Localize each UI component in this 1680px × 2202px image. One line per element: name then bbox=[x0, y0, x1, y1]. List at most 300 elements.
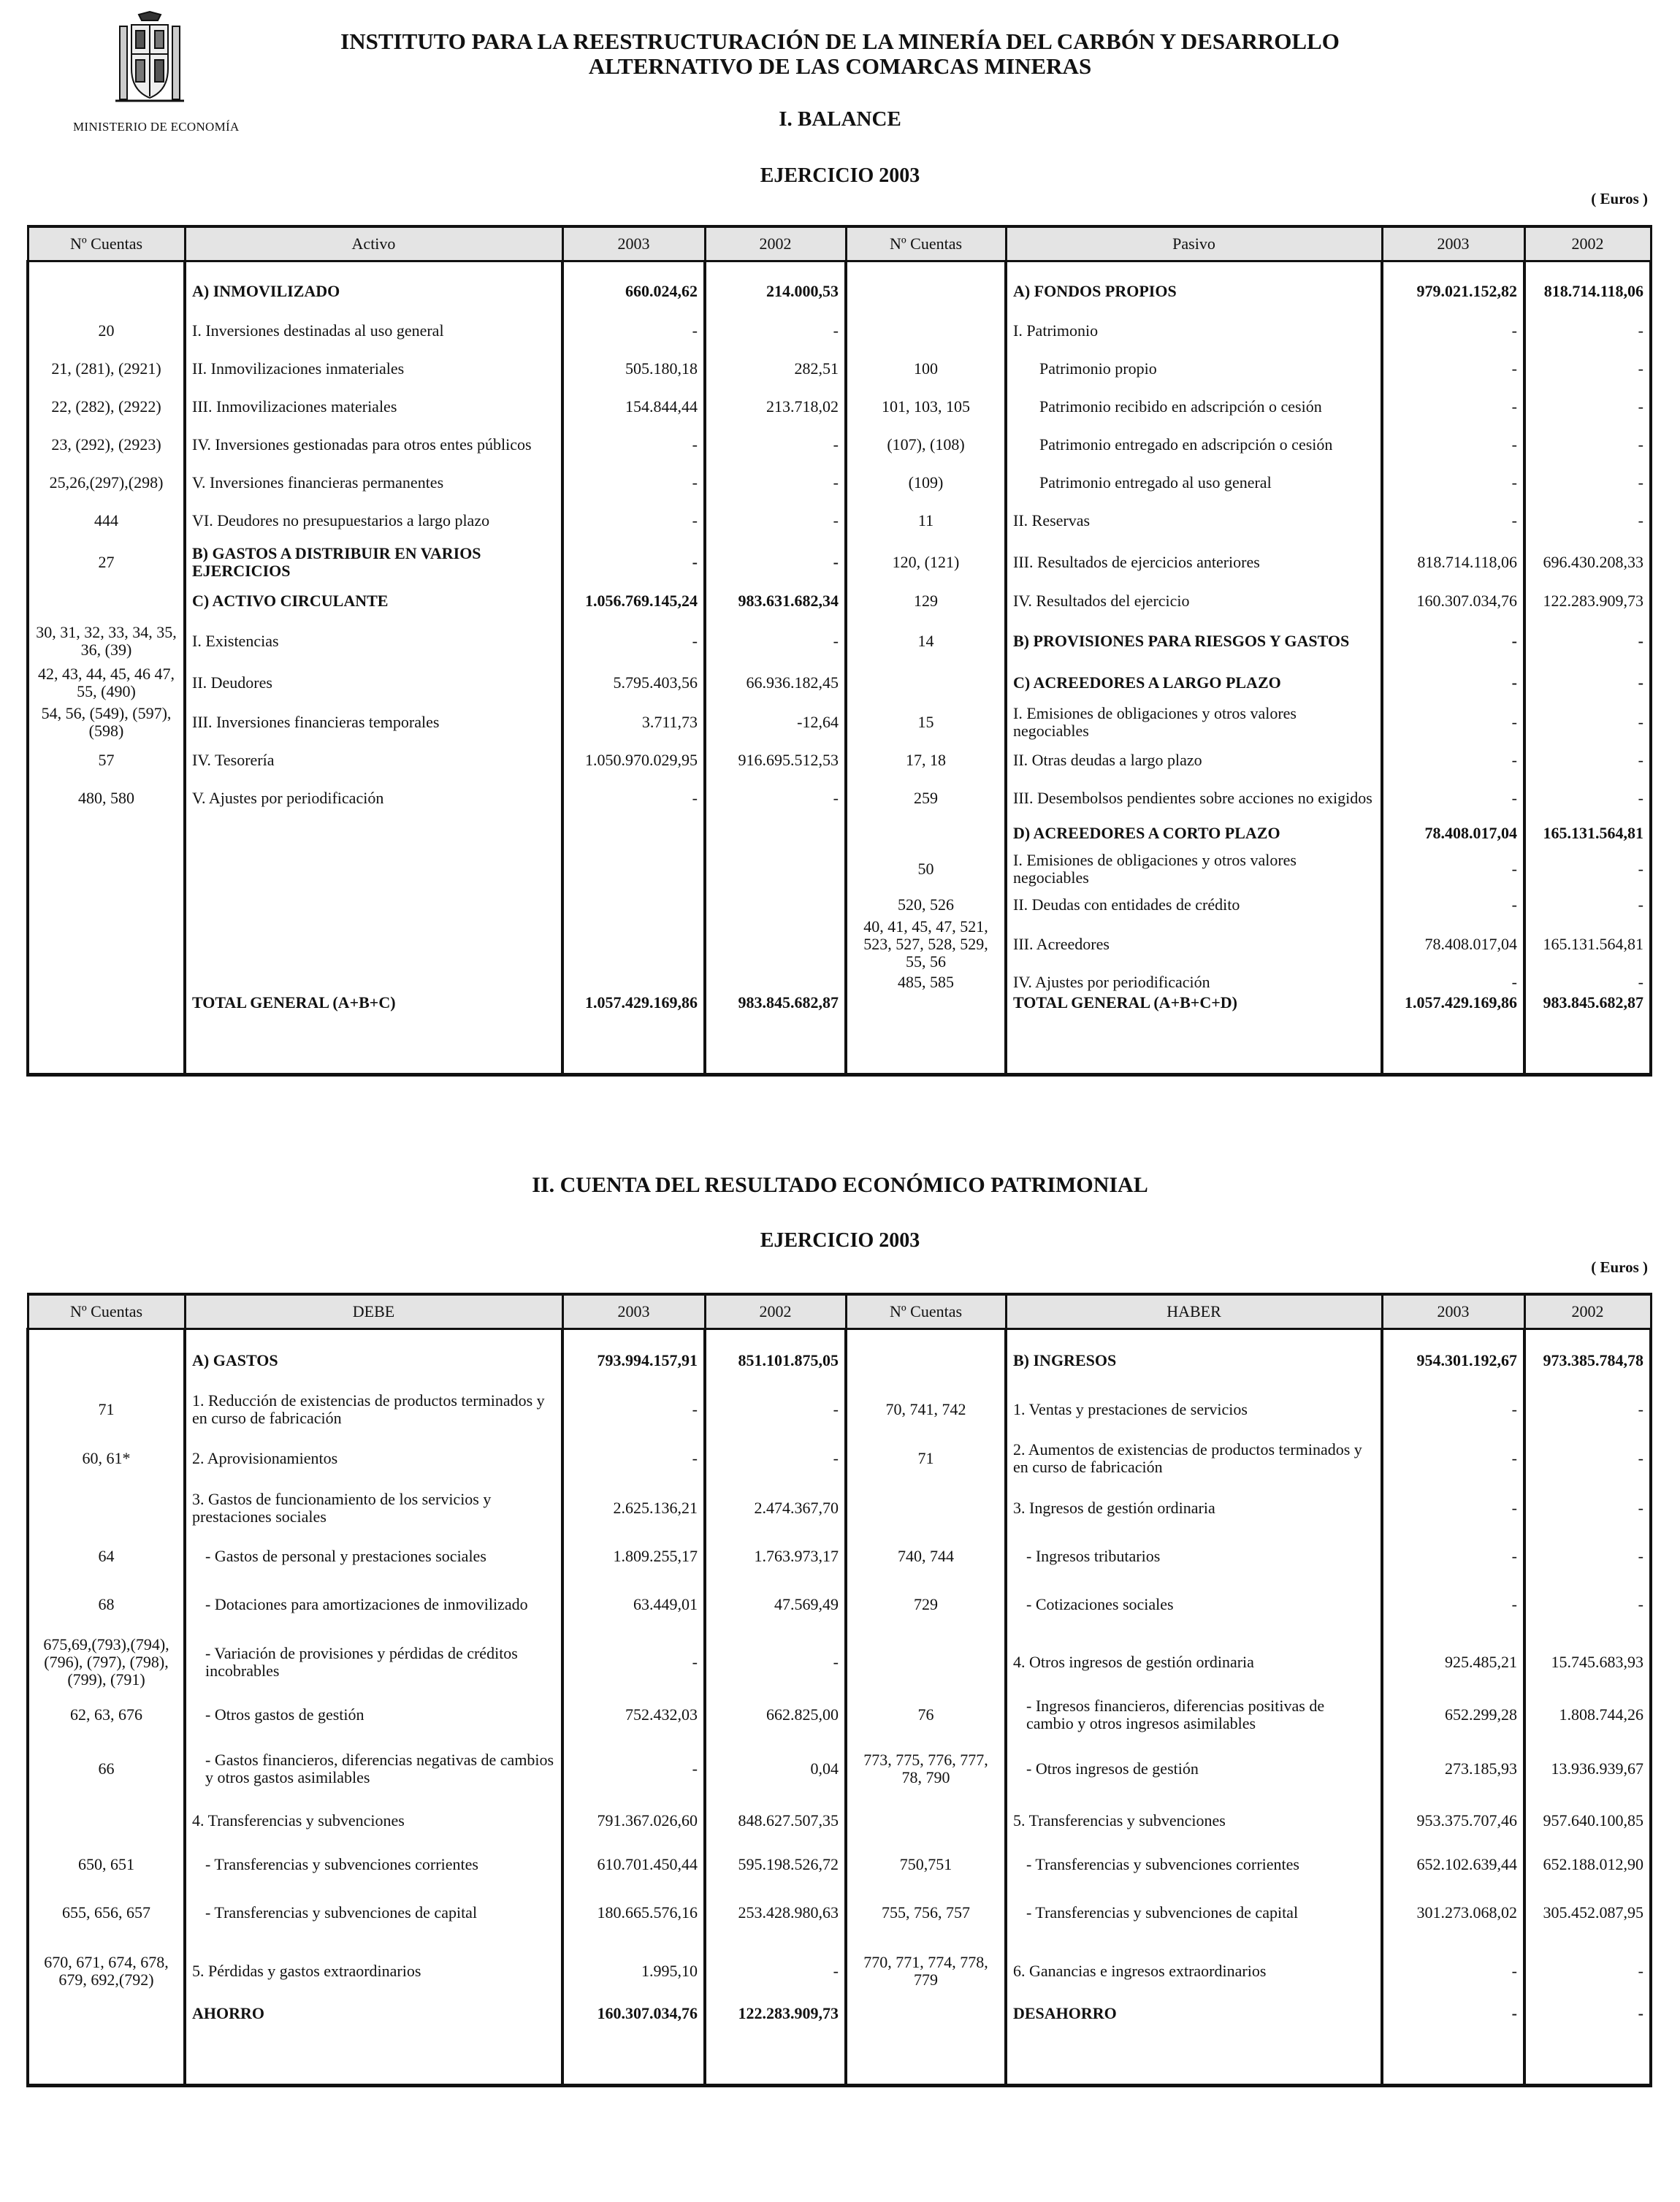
concept-cell: V. Inversiones financieras permanentes bbox=[185, 464, 562, 502]
account-code-cell bbox=[28, 271, 185, 312]
concept-cell: VI. Deudores no presupuestarios a largo plazo bbox=[185, 502, 562, 540]
account-code-cell: 20 bbox=[28, 312, 185, 350]
value-2003-cell: - bbox=[1382, 617, 1524, 665]
value-2003-cell: - bbox=[1382, 464, 1524, 502]
value-2003-cell: - bbox=[1382, 426, 1524, 464]
resultado-row bbox=[28, 1888, 1651, 1938]
spacer-cell bbox=[1006, 261, 1382, 272]
value-2002-cell: - bbox=[1524, 502, 1651, 540]
value-2003-cell: 154.844,44 bbox=[562, 388, 705, 426]
concept-cell: IV. Ajustes por periodificación bbox=[1006, 971, 1382, 994]
spacer-cell bbox=[705, 261, 846, 272]
value-2002-cell: - bbox=[1524, 312, 1651, 350]
value-2002-cell bbox=[705, 918, 846, 971]
value-2003-cell: - bbox=[1382, 1938, 1524, 2005]
value-2002-cell: - bbox=[705, 1383, 846, 1437]
concept-cell: DESAHORRO bbox=[1006, 2005, 1382, 2085]
value-2002-cell: - bbox=[1524, 350, 1651, 388]
account-code-cell: 42, 43, 44, 45, 46 47, 55, (490) bbox=[28, 665, 185, 700]
value-2003-cell: 273.185,93 bbox=[1382, 1737, 1524, 1800]
balance-row bbox=[28, 820, 1651, 846]
value-2002-cell: - bbox=[1524, 776, 1651, 820]
balance-row bbox=[28, 665, 1651, 700]
value-2002-cell: - bbox=[1524, 700, 1651, 744]
resultado-row bbox=[28, 1737, 1651, 1800]
column-header: 2002 bbox=[1524, 226, 1651, 261]
concept-cell: II. Otras deudas a largo plazo bbox=[1006, 744, 1382, 776]
concept-cell: III. Inversiones financieras temporales bbox=[185, 700, 562, 744]
concept-cell: IV. Tesorería bbox=[185, 744, 562, 776]
concept-cell: A) GASTOS bbox=[185, 1339, 562, 1383]
resultado-row bbox=[28, 1383, 1651, 1437]
concept-cell bbox=[185, 820, 562, 846]
balance-header-row bbox=[28, 226, 1651, 261]
value-2003-cell bbox=[562, 918, 705, 971]
concept-cell: IV. Resultados del ejercicio bbox=[1006, 585, 1382, 617]
account-code-cell: 444 bbox=[28, 502, 185, 540]
value-2003-cell: 1.809.255,17 bbox=[562, 1536, 705, 1577]
concept-cell: IV. Inversiones gestionadas para otros entes públicos bbox=[185, 426, 562, 464]
value-2002-cell: 662.825,00 bbox=[705, 1692, 846, 1737]
balance-row bbox=[28, 312, 1651, 350]
value-2003-cell: 925.485,21 bbox=[1382, 1632, 1524, 1692]
value-2003-cell: 953.375.707,46 bbox=[1382, 1800, 1524, 1841]
concept-cell: - Gastos de personal y prestaciones sociales bbox=[185, 1536, 562, 1577]
value-2003-cell: - bbox=[1382, 776, 1524, 820]
value-2002-cell: - bbox=[1524, 744, 1651, 776]
column-header: 2003 bbox=[562, 226, 705, 261]
account-code-cell bbox=[28, 994, 185, 1074]
spacer-cell bbox=[846, 1329, 1006, 1339]
value-2002-cell: 214.000,53 bbox=[705, 271, 846, 312]
concept-cell: Patrimonio recibido en adscripción o cesión bbox=[1006, 388, 1382, 426]
value-2002-cell: 165.131.564,81 bbox=[1524, 820, 1651, 846]
concept-cell: - Otros gastos de gestión bbox=[185, 1692, 562, 1737]
account-code-cell: 15 bbox=[846, 700, 1006, 744]
value-2003-cell: 752.432,03 bbox=[562, 1692, 705, 1737]
value-2003-cell: 791.367.026,60 bbox=[562, 1800, 705, 1841]
balance-exercise: EJERCICIO 2003 bbox=[760, 164, 920, 187]
value-2003-cell bbox=[562, 892, 705, 918]
value-2003-cell: - bbox=[1382, 1577, 1524, 1632]
account-code-cell bbox=[846, 271, 1006, 312]
value-2002-cell: 122.283.909,73 bbox=[1524, 585, 1651, 617]
value-2002-cell: - bbox=[705, 776, 846, 820]
value-2003-cell: - bbox=[562, 617, 705, 665]
account-code-cell bbox=[28, 2005, 185, 2085]
concept-cell: - Transferencias y subvenciones de capital bbox=[1006, 1888, 1382, 1938]
account-code-cell: 655, 656, 657 bbox=[28, 1888, 185, 1938]
resultado-header-row bbox=[28, 1294, 1651, 1329]
value-2002-cell: 1.808.744,26 bbox=[1524, 1692, 1651, 1737]
value-2003-cell: - bbox=[1382, 312, 1524, 350]
value-2002-cell: - bbox=[1524, 2005, 1651, 2085]
value-2002-cell: 848.627.507,35 bbox=[705, 1800, 846, 1841]
account-code-cell: 120, (121) bbox=[846, 540, 1006, 585]
value-2003-cell: - bbox=[562, 776, 705, 820]
concept-cell: I. Emisiones de obligaciones y otros valores negociables bbox=[1006, 846, 1382, 892]
balance-row bbox=[28, 464, 1651, 502]
value-2002-cell: - bbox=[1524, 665, 1651, 700]
concept-cell: TOTAL GENERAL (A+B+C+D) bbox=[1006, 994, 1382, 1074]
value-2002-cell: - bbox=[1524, 464, 1651, 502]
balance-row bbox=[28, 700, 1651, 744]
value-2003-cell: 818.714.118,06 bbox=[1382, 540, 1524, 585]
account-code-cell: 21, (281), (2921) bbox=[28, 350, 185, 388]
balance-row bbox=[28, 388, 1651, 426]
value-2002-cell: - bbox=[1524, 1437, 1651, 1480]
account-code-cell: 740, 744 bbox=[846, 1536, 1006, 1577]
concept-cell: III. Acreedores bbox=[1006, 918, 1382, 971]
account-code-cell: 480, 580 bbox=[28, 776, 185, 820]
value-2002-cell: - bbox=[1524, 892, 1651, 918]
account-code-cell: 25,26,(297),(298) bbox=[28, 464, 185, 502]
value-2003-cell: - bbox=[562, 1737, 705, 1800]
concept-cell: B) INGRESOS bbox=[1006, 1339, 1382, 1383]
account-code-cell bbox=[28, 846, 185, 892]
value-2003-cell: 1.050.970.029,95 bbox=[562, 744, 705, 776]
account-code-cell bbox=[846, 1632, 1006, 1692]
concept-cell: B) PROVISIONES PARA RIESGOS Y GASTOS bbox=[1006, 617, 1382, 665]
value-2003-cell: - bbox=[1382, 1480, 1524, 1536]
value-2003-cell bbox=[562, 971, 705, 994]
value-2002-cell: 652.188.012,90 bbox=[1524, 1841, 1651, 1888]
account-code-cell bbox=[846, 2005, 1006, 2085]
value-2003-cell: 610.701.450,44 bbox=[562, 1841, 705, 1888]
value-2003-cell: - bbox=[562, 540, 705, 585]
account-code-cell: 773, 775, 776, 777, 78, 790 bbox=[846, 1737, 1006, 1800]
concept-cell: Patrimonio entregado al uso general bbox=[1006, 464, 1382, 502]
balance-row bbox=[28, 892, 1651, 918]
value-2002-cell: 595.198.526,72 bbox=[705, 1841, 846, 1888]
value-2003-cell bbox=[562, 846, 705, 892]
resultado-exercise: EJERCICIO 2003 bbox=[760, 1229, 920, 1252]
account-code-cell: 70, 741, 742 bbox=[846, 1383, 1006, 1437]
balance-table bbox=[26, 225, 1652, 1077]
value-2003-cell: 1.057.429.169,86 bbox=[562, 994, 705, 1074]
concept-cell: 4. Transferencias y subvenciones bbox=[185, 1800, 562, 1841]
account-code-cell bbox=[28, 1800, 185, 1841]
concept-cell: - Gastos financieros, diferencias negativas de cambios y otros gastos asimilables bbox=[185, 1737, 562, 1800]
resultado-spacer-row bbox=[28, 1329, 1651, 1339]
value-2002-cell: 15.745.683,93 bbox=[1524, 1632, 1651, 1692]
concept-cell: II. Deudores bbox=[185, 665, 562, 700]
account-code-cell bbox=[28, 971, 185, 994]
spacer-cell bbox=[1524, 261, 1651, 272]
balance-row bbox=[28, 918, 1651, 971]
concept-cell: A) FONDOS PROPIOS bbox=[1006, 271, 1382, 312]
value-2002-cell: - bbox=[1524, 971, 1651, 994]
concept-cell: AHORRO bbox=[185, 2005, 562, 2085]
account-code-cell bbox=[28, 820, 185, 846]
value-2002-cell: - bbox=[1524, 1480, 1651, 1536]
resultado-row bbox=[28, 1938, 1651, 2005]
spacer-cell bbox=[185, 1329, 562, 1339]
value-2002-cell: - bbox=[705, 1938, 846, 2005]
value-2002-cell: 973.385.784,78 bbox=[1524, 1339, 1651, 1383]
column-header: 2002 bbox=[1524, 1294, 1651, 1329]
column-header: Nº Cuentas bbox=[846, 1294, 1006, 1329]
value-2003-cell: 1.995,10 bbox=[562, 1938, 705, 2005]
concept-cell: II. Reservas bbox=[1006, 502, 1382, 540]
concept-cell: II. Inmovilizaciones inmateriales bbox=[185, 350, 562, 388]
concept-cell: D) ACREEDORES A CORTO PLAZO bbox=[1006, 820, 1382, 846]
resultado-units: ( Euros ) bbox=[1591, 1258, 1648, 1276]
value-2002-cell: - bbox=[705, 426, 846, 464]
column-header: Nº Cuentas bbox=[28, 1294, 185, 1329]
value-2003-cell: - bbox=[1382, 502, 1524, 540]
account-code-cell: 100 bbox=[846, 350, 1006, 388]
account-code-cell: 129 bbox=[846, 585, 1006, 617]
concept-cell: A) INMOVILIZADO bbox=[185, 271, 562, 312]
concept-cell: 5. Transferencias y subvenciones bbox=[1006, 1800, 1382, 1841]
concept-cell: I. Inversiones destinadas al uso general bbox=[185, 312, 562, 350]
value-2003-cell: 1.057.429.169,86 bbox=[1382, 994, 1524, 1074]
concept-cell: C) ACTIVO CIRCULANTE bbox=[185, 585, 562, 617]
value-2002-cell: 282,51 bbox=[705, 350, 846, 388]
value-2002-cell: - bbox=[1524, 1536, 1651, 1577]
spacer-cell bbox=[562, 261, 705, 272]
value-2002-cell: 696.430.208,33 bbox=[1524, 540, 1651, 585]
account-code-cell: 60, 61* bbox=[28, 1437, 185, 1480]
concept-cell: I. Existencias bbox=[185, 617, 562, 665]
account-code-cell: 670, 671, 674, 678, 679, 692,(792) bbox=[28, 1938, 185, 2005]
account-code-cell: 64 bbox=[28, 1536, 185, 1577]
value-2003-cell: 793.994.157,91 bbox=[562, 1339, 705, 1383]
concept-cell bbox=[185, 846, 562, 892]
account-code-cell bbox=[846, 665, 1006, 700]
value-2003-cell: 2.625.136,21 bbox=[562, 1480, 705, 1536]
column-header: 2002 bbox=[705, 1294, 846, 1329]
value-2003-cell: - bbox=[1382, 665, 1524, 700]
resultado-row bbox=[28, 1339, 1651, 1383]
column-header: HABER bbox=[1006, 1294, 1382, 1329]
value-2003-cell: - bbox=[562, 426, 705, 464]
balance-row bbox=[28, 502, 1651, 540]
value-2002-cell: 13.936.939,67 bbox=[1524, 1737, 1651, 1800]
value-2003-cell: 660.024,62 bbox=[562, 271, 705, 312]
value-2002-cell: - bbox=[705, 1632, 846, 1692]
account-code-cell: (109) bbox=[846, 464, 1006, 502]
account-code-cell: 23, (292), (2923) bbox=[28, 426, 185, 464]
resultado-row bbox=[28, 1841, 1651, 1888]
value-2003-cell: - bbox=[562, 502, 705, 540]
value-2002-cell: 983.845.682,87 bbox=[705, 994, 846, 1074]
value-2002-cell: -12,64 bbox=[705, 700, 846, 744]
resultado-title: II. CUENTA DEL RESULTADO ECONÓMICO PATRIMONIAL bbox=[532, 1173, 1148, 1197]
value-2003-cell: - bbox=[1382, 350, 1524, 388]
value-2002-cell bbox=[705, 820, 846, 846]
balance-row bbox=[28, 585, 1651, 617]
value-2002-cell: - bbox=[1524, 1383, 1651, 1437]
value-2002-cell: 2.474.367,70 bbox=[705, 1480, 846, 1536]
value-2002-cell: 253.428.980,63 bbox=[705, 1888, 846, 1938]
account-code-cell: 71 bbox=[28, 1383, 185, 1437]
value-2003-cell: - bbox=[562, 1437, 705, 1480]
value-2003-cell: - bbox=[1382, 1437, 1524, 1480]
value-2003-cell: - bbox=[1382, 700, 1524, 744]
value-2002-cell: 47.569,49 bbox=[705, 1577, 846, 1632]
value-2002-cell: 916.695.512,53 bbox=[705, 744, 846, 776]
account-code-cell: 54, 56, (549), (597), (598) bbox=[28, 700, 185, 744]
balance-row bbox=[28, 350, 1651, 388]
concept-cell: - Transferencias y subvenciones corrientes bbox=[1006, 1841, 1382, 1888]
value-2002-cell: 305.452.087,95 bbox=[1524, 1888, 1651, 1938]
account-code-cell: 57 bbox=[28, 744, 185, 776]
resultado-row bbox=[28, 1437, 1651, 1480]
value-2003-cell: 652.102.639,44 bbox=[1382, 1841, 1524, 1888]
account-code-cell: 22, (282), (2922) bbox=[28, 388, 185, 426]
account-code-cell bbox=[846, 1480, 1006, 1536]
balance-title: I. BALANCE bbox=[779, 107, 901, 131]
value-2003-cell: 979.021.152,82 bbox=[1382, 271, 1524, 312]
value-2002-cell: - bbox=[1524, 846, 1651, 892]
concept-cell: 3. Gastos de funcionamiento de los servicios y prestaciones sociales bbox=[185, 1480, 562, 1536]
concept-cell: - Variación de provisiones y pérdidas de créditos incobrables bbox=[185, 1632, 562, 1692]
account-code-cell bbox=[846, 1339, 1006, 1383]
value-2002-cell: 957.640.100,85 bbox=[1524, 1800, 1651, 1841]
concept-cell bbox=[185, 971, 562, 994]
account-code-cell bbox=[28, 918, 185, 971]
concept-cell: - Transferencias y subvenciones de capital bbox=[185, 1888, 562, 1938]
account-code-cell: 259 bbox=[846, 776, 1006, 820]
spacer-cell bbox=[562, 1329, 705, 1339]
resultado-table bbox=[26, 1293, 1652, 2087]
account-code-cell: 66 bbox=[28, 1737, 185, 1800]
account-code-cell bbox=[28, 585, 185, 617]
account-code-cell: 11 bbox=[846, 502, 1006, 540]
account-code-cell: 485, 585 bbox=[846, 971, 1006, 994]
account-code-cell: 750,751 bbox=[846, 1841, 1006, 1888]
value-2002-cell: - bbox=[705, 540, 846, 585]
balance-row bbox=[28, 994, 1651, 1074]
value-2002-cell: - bbox=[1524, 388, 1651, 426]
value-2003-cell: - bbox=[1382, 1383, 1524, 1437]
value-2002-cell: 0,04 bbox=[705, 1737, 846, 1800]
concept-cell: 4. Otros ingresos de gestión ordinaria bbox=[1006, 1632, 1382, 1692]
concept-cell: III. Desembolsos pendientes sobre acciones no exigidos bbox=[1006, 776, 1382, 820]
concept-cell: - Dotaciones para amortizaciones de inmovilizado bbox=[185, 1577, 562, 1632]
concept-cell: 3. Ingresos de gestión ordinaria bbox=[1006, 1480, 1382, 1536]
concept-cell: I. Patrimonio bbox=[1006, 312, 1382, 350]
value-2003-cell: 954.301.192,67 bbox=[1382, 1339, 1524, 1383]
value-2002-cell bbox=[705, 971, 846, 994]
value-2003-cell: 78.408.017,04 bbox=[1382, 820, 1524, 846]
balance-units: ( Euros ) bbox=[1591, 190, 1648, 207]
value-2002-cell: 66.936.182,45 bbox=[705, 665, 846, 700]
balance-row bbox=[28, 426, 1651, 464]
resultado-row bbox=[28, 2005, 1651, 2085]
value-2003-cell: 5.795.403,56 bbox=[562, 665, 705, 700]
concept-cell: - Ingresos financieros, diferencias positivas de cambio y otros ingresos asimilables bbox=[1006, 1692, 1382, 1737]
value-2003-cell: - bbox=[1382, 846, 1524, 892]
concept-cell: V. Ajustes por periodificación bbox=[185, 776, 562, 820]
concept-cell: 2. Aumentos de existencias de productos terminados y en curso de fabricación bbox=[1006, 1437, 1382, 1480]
account-code-cell: 30, 31, 32, 33, 34, 35, 36, (39) bbox=[28, 617, 185, 665]
value-2002-cell: 851.101.875,05 bbox=[705, 1339, 846, 1383]
concept-cell: 1. Ventas y prestaciones de servicios bbox=[1006, 1383, 1382, 1437]
resultado-row bbox=[28, 1692, 1651, 1737]
spacer-cell bbox=[28, 1329, 185, 1339]
column-header: DEBE bbox=[185, 1294, 562, 1329]
concept-cell: 2. Aprovisionamientos bbox=[185, 1437, 562, 1480]
spacer-cell bbox=[28, 261, 185, 272]
account-code-cell bbox=[28, 892, 185, 918]
column-header: Nº Cuentas bbox=[846, 226, 1006, 261]
value-2002-cell: 818.714.118,06 bbox=[1524, 271, 1651, 312]
value-2003-cell: - bbox=[1382, 1536, 1524, 1577]
account-code-cell: 76 bbox=[846, 1692, 1006, 1737]
account-code-cell bbox=[846, 994, 1006, 1074]
account-code-cell: 520, 526 bbox=[846, 892, 1006, 918]
concept-cell: TOTAL GENERAL (A+B+C) bbox=[185, 994, 562, 1074]
column-header: 2003 bbox=[562, 1294, 705, 1329]
account-code-cell: 675,69,(793),(794), (796), (797), (798), (799), (791) bbox=[28, 1632, 185, 1692]
value-2003-cell: - bbox=[1382, 2005, 1524, 2085]
value-2003-cell: - bbox=[1382, 744, 1524, 776]
concept-cell: B) GASTOS A DISTRIBUIR EN VARIOS EJERCICIOS bbox=[185, 540, 562, 585]
value-2003-cell: 301.273.068,02 bbox=[1382, 1888, 1524, 1938]
concept-cell: III. Resultados de ejercicios anteriores bbox=[1006, 540, 1382, 585]
column-header: Activo bbox=[185, 226, 562, 261]
value-2003-cell: 3.711,73 bbox=[562, 700, 705, 744]
spacer-cell bbox=[1524, 1329, 1651, 1339]
value-2003-cell: - bbox=[1382, 971, 1524, 994]
account-code-cell: 729 bbox=[846, 1577, 1006, 1632]
value-2003-cell: - bbox=[562, 312, 705, 350]
spacer-cell bbox=[1382, 261, 1524, 272]
value-2002-cell: - bbox=[705, 464, 846, 502]
concept-cell bbox=[185, 918, 562, 971]
column-header: Nº Cuentas bbox=[28, 226, 185, 261]
value-2002-cell: - bbox=[705, 1437, 846, 1480]
resultado-row bbox=[28, 1577, 1651, 1632]
concept-cell: 6. Ganancias e ingresos extraordinarios bbox=[1006, 1938, 1382, 2005]
concept-cell: - Ingresos tributarios bbox=[1006, 1536, 1382, 1577]
account-code-cell: 770, 771, 774, 778, 779 bbox=[846, 1938, 1006, 2005]
account-code-cell bbox=[28, 1339, 185, 1383]
resultado-row bbox=[28, 1536, 1651, 1577]
spacer-cell bbox=[185, 261, 562, 272]
spacer-cell bbox=[705, 1329, 846, 1339]
ministry-label: MINISTERIO DE ECONOMÍA bbox=[73, 120, 240, 134]
value-2003-cell: 652.299,28 bbox=[1382, 1692, 1524, 1737]
value-2003-cell: 1.056.769.145,24 bbox=[562, 585, 705, 617]
concept-cell: - Otros ingresos de gestión bbox=[1006, 1737, 1382, 1800]
account-code-cell: (107), (108) bbox=[846, 426, 1006, 464]
account-code-cell bbox=[28, 1480, 185, 1536]
concept-cell: Patrimonio entregado en adscripción o cesión bbox=[1006, 426, 1382, 464]
account-code-cell: 101, 103, 105 bbox=[846, 388, 1006, 426]
value-2002-cell: 165.131.564,81 bbox=[1524, 918, 1651, 971]
value-2003-cell: 78.408.017,04 bbox=[1382, 918, 1524, 971]
value-2002-cell: - bbox=[1524, 426, 1651, 464]
value-2002-cell: - bbox=[705, 312, 846, 350]
value-2003-cell: 505.180,18 bbox=[562, 350, 705, 388]
account-code-cell bbox=[846, 820, 1006, 846]
balance-row bbox=[28, 271, 1651, 312]
value-2002-cell bbox=[705, 846, 846, 892]
value-2002-cell: - bbox=[1524, 1938, 1651, 2005]
resultado-row bbox=[28, 1632, 1651, 1692]
value-2002-cell: 122.283.909,73 bbox=[705, 2005, 846, 2085]
balance-spacer-row bbox=[28, 261, 1651, 272]
balance-row bbox=[28, 617, 1651, 665]
account-code-cell bbox=[846, 1800, 1006, 1841]
balance-row bbox=[28, 846, 1651, 892]
value-2003-cell: - bbox=[1382, 388, 1524, 426]
concept-cell: - Transferencias y subvenciones corrientes bbox=[185, 1841, 562, 1888]
